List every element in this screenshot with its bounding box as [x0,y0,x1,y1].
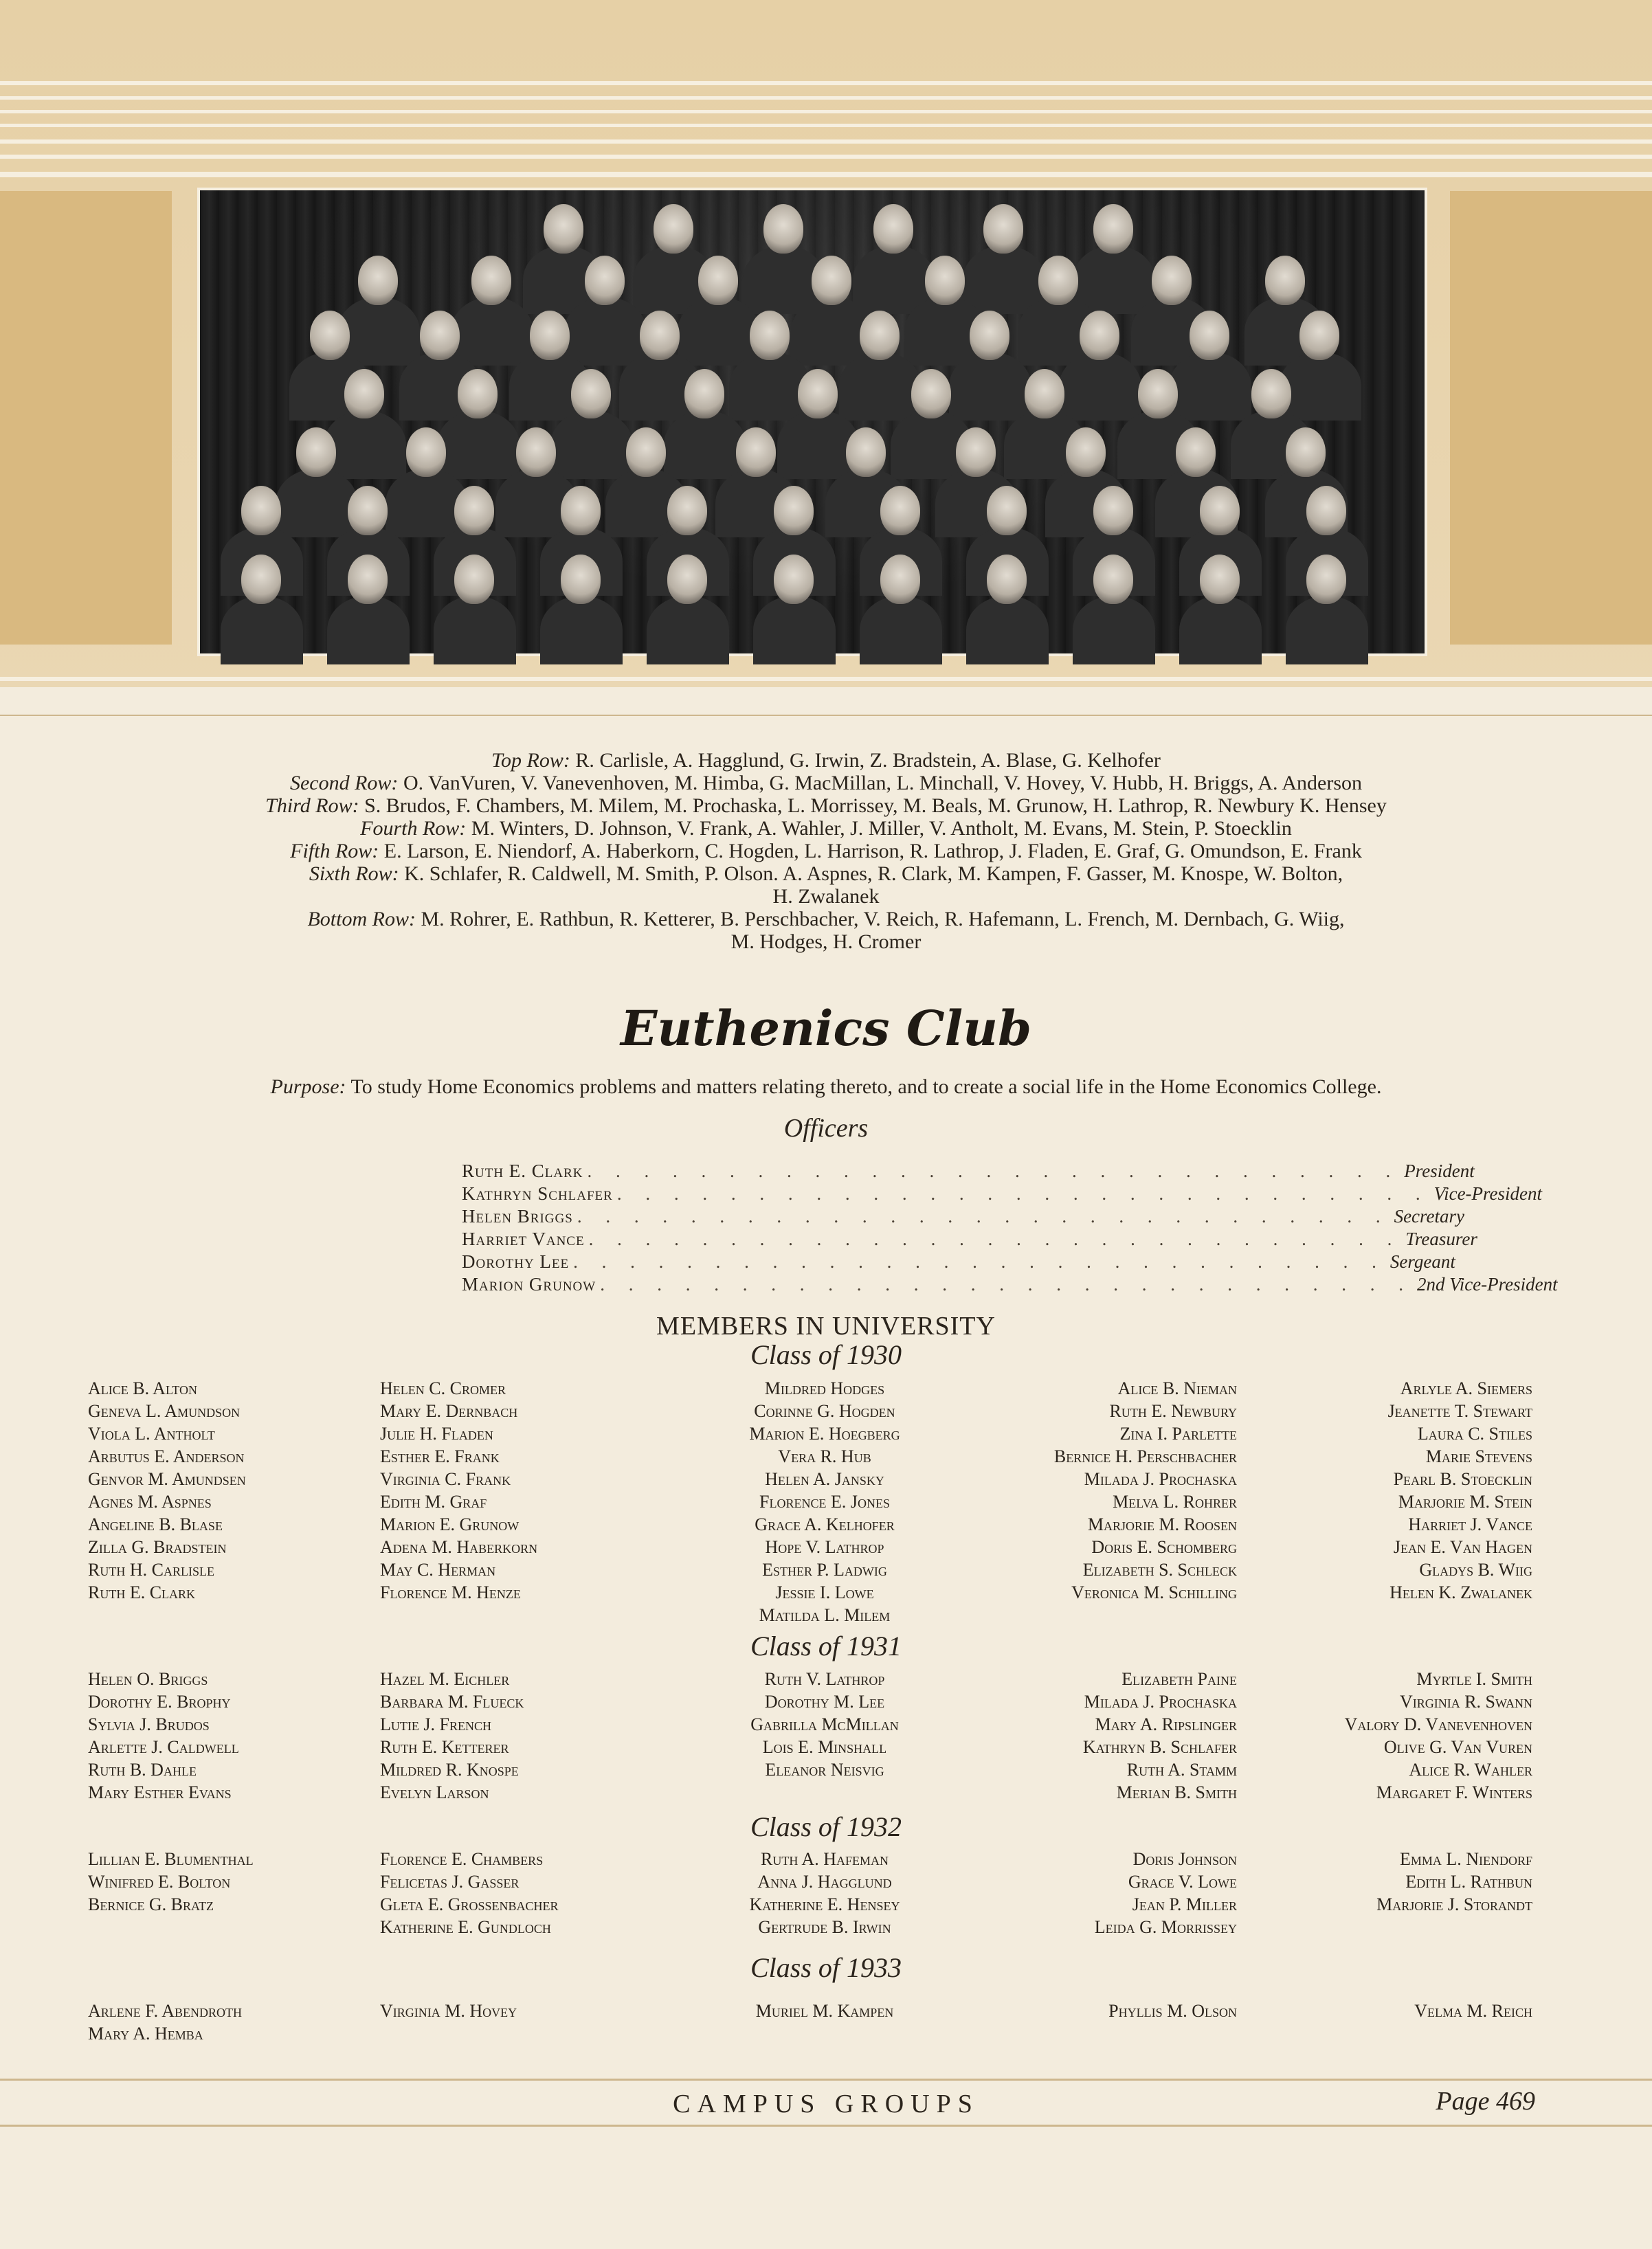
member-name: Lutie J. French [380,1714,491,1734]
gold-side-block-left [0,191,172,645]
member-silhouette-body [327,596,410,664]
header-stripe [0,172,1652,177]
member-name: Helen A. Jansky [765,1469,884,1489]
member-silhouette-body [1179,596,1262,664]
member-name: Edith M. Graf [380,1492,487,1512]
officer-name: Marion Grunow [462,1274,596,1295]
member-column [380,1848,682,1938]
member-name: Lillian E. Blumenthal [88,1849,254,1869]
member-name: Mary E. Dernbach [380,1401,518,1421]
member-face [544,204,583,254]
member-name: Virginia C. Frank [380,1469,511,1489]
officer-title: Treasurer [1405,1229,1477,1249]
member-name: Virginia M. Hovey [380,2001,517,2021]
footer-section-title: CAMPUS GROUPS [673,2090,979,2118]
member-face [1200,555,1240,604]
member-name: Viola L. Antholt [88,1424,215,1444]
member-face [846,427,886,477]
member-name: Vera R. Hub [778,1446,871,1466]
member-face [774,555,814,604]
member-name: Kathryn B. Schlafer [1082,1737,1237,1757]
member-name: Gertrude B. Irwin [758,1917,891,1937]
member-column [1258,2000,1532,2022]
caption-row-label: Second Row: [289,772,399,794]
member-silhouette-body [1059,352,1141,421]
member-column [1258,1377,1532,1604]
caption-row-continuation: M. Hodges, H. Cromer [730,930,922,953]
member-name: Mildred Hodges [764,1378,885,1398]
member-name: Gladys B. Wiig [1419,1560,1532,1580]
member-face [516,427,556,477]
member-face [310,311,350,360]
class-heading: Class of 1930 [750,1339,902,1370]
header-stripe [0,677,1652,681]
officer-name: Ruth E. Clark [462,1161,583,1181]
member-name: Grace A. Kelhofer [755,1514,895,1534]
member-name: Marion E. Grunow [380,1514,520,1534]
member-silhouette-body [324,410,406,479]
member-name: Alice R. Wahler [1409,1760,1532,1780]
member-name: Velma M. Reich [1414,2001,1532,2021]
member-name: Ruth E. Newbury [1109,1401,1237,1421]
member-name: Esther E. Frank [380,1446,500,1466]
officer-row [462,1160,1475,1183]
member-name: Virginia R. Swann [1399,1692,1532,1712]
member-face [1251,369,1291,418]
member-name: Gabrilla McMillan [750,1714,899,1734]
member-name: Jessie I. Lowe [775,1582,874,1602]
caption-row [82,749,1570,772]
member-face [812,256,851,305]
member-face [571,369,611,418]
member-face [1066,427,1106,477]
member-name: Elizabeth S. Schleck [1082,1560,1237,1580]
member-name: Milada J. Prochaska [1084,1469,1237,1489]
header-stripe [0,81,1652,85]
member-face [1306,555,1346,604]
member-name: Katherine E. Gundloch [380,1917,551,1937]
member-face [1152,256,1192,305]
leader-dots: . . . . . . . . . . . . . . . . . . . . . . . . . . . . . [616,1183,1430,1204]
member-face [344,369,384,418]
member-face [987,555,1027,604]
officer-row [462,1228,1477,1251]
header-stripe [0,155,1652,159]
member-face [1299,311,1339,360]
member-name: Helen O. Briggs [88,1669,208,1689]
member-face [358,256,398,305]
member-column [380,2000,682,2022]
member-face [1138,369,1178,418]
class-heading: Class of 1933 [750,1952,902,1983]
member-silhouette-body [839,352,922,421]
member-silhouette-body [647,596,729,664]
header-stripe [0,96,1652,100]
officer-row [462,1273,1558,1296]
member-name: Dorothy E. Brophy [88,1692,231,1712]
member-name: Grace V. Lowe [1128,1872,1237,1892]
member-name: Doris E. Schomberg [1091,1537,1237,1557]
member-name: Melva L. Rohrer [1113,1492,1237,1512]
member-silhouette-body [860,596,942,664]
member-name: Ruth V. Lathrop [764,1669,885,1689]
member-face [1176,427,1216,477]
member-face [1265,256,1305,305]
member-face [1080,311,1119,360]
member-name: Helen K. Zwalanek [1389,1582,1532,1602]
caption-row-label: Third Row: [265,794,359,817]
member-silhouette-body [1169,352,1251,421]
footer-rule [0,2079,1652,2081]
member-silhouette-body [949,352,1031,421]
member-silhouette-body [434,596,516,664]
gold-side-block-right [1450,191,1652,645]
member-face [561,486,601,535]
member-name: Milada J. Prochaska [1084,1692,1237,1712]
member-silhouette-body [276,469,358,537]
member-name: Alice B. Nieman [1117,1378,1237,1398]
caption-row-names: O. VanVuren, V. Vanevenhoven, M. Himba, G. MacMillan, L. Minchall, V. Hovey, V. Hubb, H. Briggs, A. Anderson [403,772,1363,794]
member-face [873,204,913,254]
member-name: Laura C. Stiles [1417,1424,1532,1444]
member-name: Mary Esther Evans [88,1782,232,1802]
member-name: Leida G. Morrissey [1094,1917,1237,1937]
member-name: Pearl B. Stoecklin [1393,1469,1532,1489]
member-silhouette-body [664,410,746,479]
member-column [380,1668,682,1804]
member-column [380,1377,682,1604]
member-face [983,204,1023,254]
member-name: Winifred E. Bolton [88,1872,231,1892]
member-face [420,311,460,360]
member-name: Genvor M. Amundsen [88,1469,246,1489]
member-column [1258,1668,1532,1804]
photo-caption [82,749,1570,953]
caption-row-label: Top Row: [491,749,570,772]
member-column [962,1377,1237,1604]
officer-row [462,1205,1465,1228]
member-face [458,369,498,418]
member-silhouette-body [540,596,623,664]
member-name: Florence M. Henze [380,1582,521,1602]
member-name: Marjorie M. Roosen [1087,1514,1237,1534]
member-face [454,486,494,535]
member-column [653,1668,996,1781]
member-face [241,486,281,535]
member-name: Zilla G. Bradstein [88,1537,227,1557]
caption-row [82,840,1570,862]
member-name: Gleta E. Grossenbacher [380,1894,559,1914]
header-stripe [0,139,1652,144]
officer-title: President [1404,1161,1475,1181]
member-face [684,369,724,418]
leader-dots: . . . . . . . . . . . . . . . . . . . . . . . . . . . . . [587,1161,1400,1181]
officer-title: 2nd Vice-President [1416,1274,1558,1295]
caption-row-names: S. Brudos, F. Chambers, M. Milem, M. Prochaska, L. Morrissey, M. Beals, M. Grunow, H. Lathrop, R. Newbury K. Hensey [364,794,1387,817]
member-face [798,369,838,418]
member-name: Agnes M. Aspnes [88,1492,212,1512]
member-name: Adena M. Haberkorn [380,1537,538,1557]
member-name: Marjorie J. Storandt [1376,1894,1532,1914]
member-name: Elizabeth Paine [1121,1669,1237,1689]
footer-rule [0,2125,1652,2127]
officer-name: Dorothy Lee [462,1251,570,1272]
member-name: Myrtle I. Smith [1416,1669,1532,1689]
member-face [667,555,707,604]
officer-row [462,1251,1455,1273]
member-name: Mary A. Hemba [88,2024,203,2044]
member-silhouette-body [753,596,836,664]
member-name: Edith L. Rathbun [1405,1872,1532,1892]
member-name: Mary A. Ripslinger [1095,1714,1237,1734]
header-stripe [0,110,1652,113]
member-name: Alice B. Alton [88,1378,197,1398]
class-heading: Class of 1931 [750,1631,902,1661]
member-face [667,486,707,535]
member-name: Corinne G. Hogden [754,1401,895,1421]
member-face [1306,486,1346,535]
member-face [1286,427,1326,477]
member-name: Arlene F. Abendroth [88,2001,242,2021]
member-column [88,1668,363,1804]
member-face [987,486,1027,535]
member-face [1200,486,1240,535]
member-silhouette-body [1286,596,1368,664]
member-face [1190,311,1229,360]
member-name: Florence E. Chambers [380,1849,544,1869]
member-face [956,427,996,477]
officer-title: Sergeant [1389,1251,1455,1272]
member-silhouette-body [1073,596,1155,664]
caption-row-label: Fourth Row: [360,817,467,840]
member-face [925,256,965,305]
member-silhouette-body [1073,245,1155,314]
member-name: Muriel M. Kampen [755,2001,894,2021]
purpose-statement [0,1075,1652,1099]
officers-heading: Officers [783,1114,869,1143]
officer-name: Harriet Vance [462,1229,585,1249]
leader-dots: . . . . . . . . . . . . . . . . . . . . . . . . . . . . . [600,1274,1413,1295]
member-name: Katherine E. Hensey [749,1894,900,1914]
member-face [1093,486,1133,535]
member-name: Jean E. Van Hagen [1393,1537,1532,1557]
purpose-text: To study Home Economics problems and matters relating thereto, and to create a social life in the Home Economics College. [350,1075,1382,1098]
member-face [1038,256,1078,305]
member-column [88,1848,363,1916]
member-name: Doris Johnson [1132,1849,1237,1869]
member-face [736,427,776,477]
member-name: Ruth A. Hafeman [761,1849,889,1869]
member-column [88,2000,363,2045]
member-name: Marion E. Hoegberg [749,1424,900,1444]
caption-row-continuation: H. Zwalanek [772,885,880,908]
member-name: Merian B. Smith [1116,1782,1237,1802]
officer-name: Helen Briggs [462,1206,573,1227]
member-silhouette-body [437,410,520,479]
member-column [653,2000,996,2022]
officers-list [462,1160,1558,1296]
caption-row-label: Sixth Row: [309,862,399,885]
officer-title: Secretary [1394,1206,1465,1227]
member-name: Ruth E. Clark [88,1582,196,1602]
member-name: Esther P. Ladwig [762,1560,887,1580]
member-name: Matilda L. Milem [759,1605,891,1625]
member-name: Olive G. Van Vuren [1383,1737,1532,1757]
member-name: Valory D. Vanevenhoven [1344,1714,1532,1734]
member-face [1025,369,1064,418]
caption-row-names: M. Rohrer, E. Rathbun, R. Ketterer, B. Perschbacher, V. Reich, R. Hafemann, L. French, M. Dernbach, G. Wiig, [421,908,1345,930]
member-name: Barbara M. Flueck [380,1692,524,1712]
member-name: Emma L. Niendorf [1399,1849,1532,1869]
member-name: Jeanette T. Stewart [1387,1401,1532,1421]
member-name: Eleanor Neisvig [765,1760,884,1780]
member-face [530,311,570,360]
member-silhouette-body [550,410,633,479]
member-name: Florence E. Jones [759,1492,890,1512]
member-face [774,486,814,535]
member-face [296,427,336,477]
member-silhouette-body [1279,352,1361,421]
member-column [962,2000,1237,2022]
member-name: Ruth H. Carlisle [88,1560,214,1580]
divider [0,715,1652,716]
member-face [561,555,601,604]
member-silhouette-body [221,596,303,664]
member-face [750,311,790,360]
member-column [88,1377,363,1604]
member-face [241,555,281,604]
group-photo [197,188,1427,656]
caption-row-label: Fifth Row: [290,840,379,862]
leader-dots: . . . . . . . . . . . . . . . . . . . . . . . . . . . . . [573,1251,1386,1272]
member-name: Dorothy M. Lee [764,1692,885,1712]
member-name: Geneva L. Amundson [88,1401,241,1421]
member-face [1093,555,1133,604]
member-name: Lois E. Minshall [762,1737,887,1757]
member-face [880,555,920,604]
member-face [348,555,388,604]
caption-row [82,772,1570,794]
club-title: Euthenics Club [620,1000,1032,1057]
member-silhouette-body [564,297,647,366]
member-silhouette-body [966,596,1049,664]
officer-row [462,1183,1543,1205]
member-name: Marie Stevens [1425,1446,1532,1466]
member-face [1093,204,1133,254]
member-face [911,369,951,418]
member-name: Ruth E. Ketterer [380,1737,509,1757]
footer-page-number: Page 469 [1436,2087,1535,2116]
member-name: Zina I. Parlette [1119,1424,1237,1444]
caption-row [82,862,1570,885]
member-name: Anna J. Hagglund [757,1872,892,1892]
member-name: Julie H. Fladen [380,1424,493,1444]
member-name: May C. Herman [380,1560,496,1580]
member-face [654,204,693,254]
member-column [962,1668,1237,1804]
officer-title: Vice-President [1433,1183,1543,1204]
member-name: Hazel M. Eichler [380,1669,510,1689]
member-name: Ruth A. Stamm [1126,1760,1237,1780]
member-name: Helen C. Cromer [380,1378,506,1398]
member-face [698,256,738,305]
member-face [471,256,511,305]
member-name: Sylvia J. Brudos [88,1714,210,1734]
officer-name: Kathryn Schlafer [462,1183,613,1204]
caption-row [82,817,1570,840]
caption-row-names: K. Schlafer, R. Caldwell, M. Smith, P. Olson. A. Aspnes, R. Clark, M. Kampen, F. Gasser, M. Knospe, W. Bolton, [404,862,1343,885]
member-face [970,311,1009,360]
caption-row-label: Bottom Row: [307,908,416,930]
member-name: Felicetas J. Gasser [380,1872,520,1892]
leader-dots: . . . . . . . . . . . . . . . . . . . . . . . . . . . . . [577,1206,1390,1227]
member-face [406,427,446,477]
member-face [860,311,900,360]
member-name: Bernice G. Bratz [88,1894,214,1914]
caption-row-names: R. Carlisle, A. Hagglund, G. Irwin, Z. Bradstein, A. Blase, G. Kelhofer [575,749,1161,772]
member-name: Arlyle A. Siemers [1400,1378,1532,1398]
member-face [763,204,803,254]
member-name: Veronica M. Schilling [1071,1582,1237,1602]
member-name: Ruth B. Dahle [88,1760,197,1780]
members-heading: MEMBERS IN UNIVERSITY [656,1312,996,1341]
member-name: Bernice H. Perschbacher [1053,1446,1237,1466]
member-silhouette-body [451,297,533,366]
member-name: Harriet J. Vance [1408,1514,1532,1534]
member-face [348,486,388,535]
member-name: Mildred R. Knospe [380,1760,519,1780]
class-heading: Class of 1932 [750,1811,902,1842]
member-face [626,427,666,477]
member-name: Arbutus E. Anderson [88,1446,245,1466]
leader-dots: . . . . . . . . . . . . . . . . . . . . . . . . . . . . . [588,1229,1402,1249]
member-face [585,256,625,305]
member-name: Hope V. Lathrop [765,1537,884,1557]
member-name: Angeline B. Blase [88,1514,223,1534]
header-stripe [0,124,1652,127]
caption-row-names: E. Larson, E. Niendorf, A. Haberkorn, C. Hogden, L. Harrison, R. Lathrop, J. Fladen, E. Graf, G. Omundson, E. Frank [383,840,1362,862]
member-column [653,1377,996,1626]
member-face [454,555,494,604]
caption-row [82,908,1570,930]
member-column [1258,1848,1532,1916]
member-name: Margaret F. Winters [1376,1782,1532,1802]
member-column [962,1848,1237,1938]
purpose-label: Purpose: [270,1075,346,1098]
member-name: Jean P. Miller [1132,1894,1237,1914]
member-face [640,311,680,360]
member-name: Phyllis M. Olson [1108,2001,1237,2021]
member-name: Evelyn Larson [380,1782,489,1802]
member-name: Marjorie M. Stein [1398,1492,1532,1512]
member-column [653,1848,996,1938]
member-name: Arlette J. Caldwell [88,1737,239,1757]
member-face [880,486,920,535]
caption-row-names: M. Winters, D. Johnson, V. Frank, A. Wahler, J. Miller, V. Antholt, M. Evans, M. Stein, P. Stoecklin [471,817,1292,840]
member-silhouette-body [678,297,760,366]
caption-row [82,794,1570,817]
